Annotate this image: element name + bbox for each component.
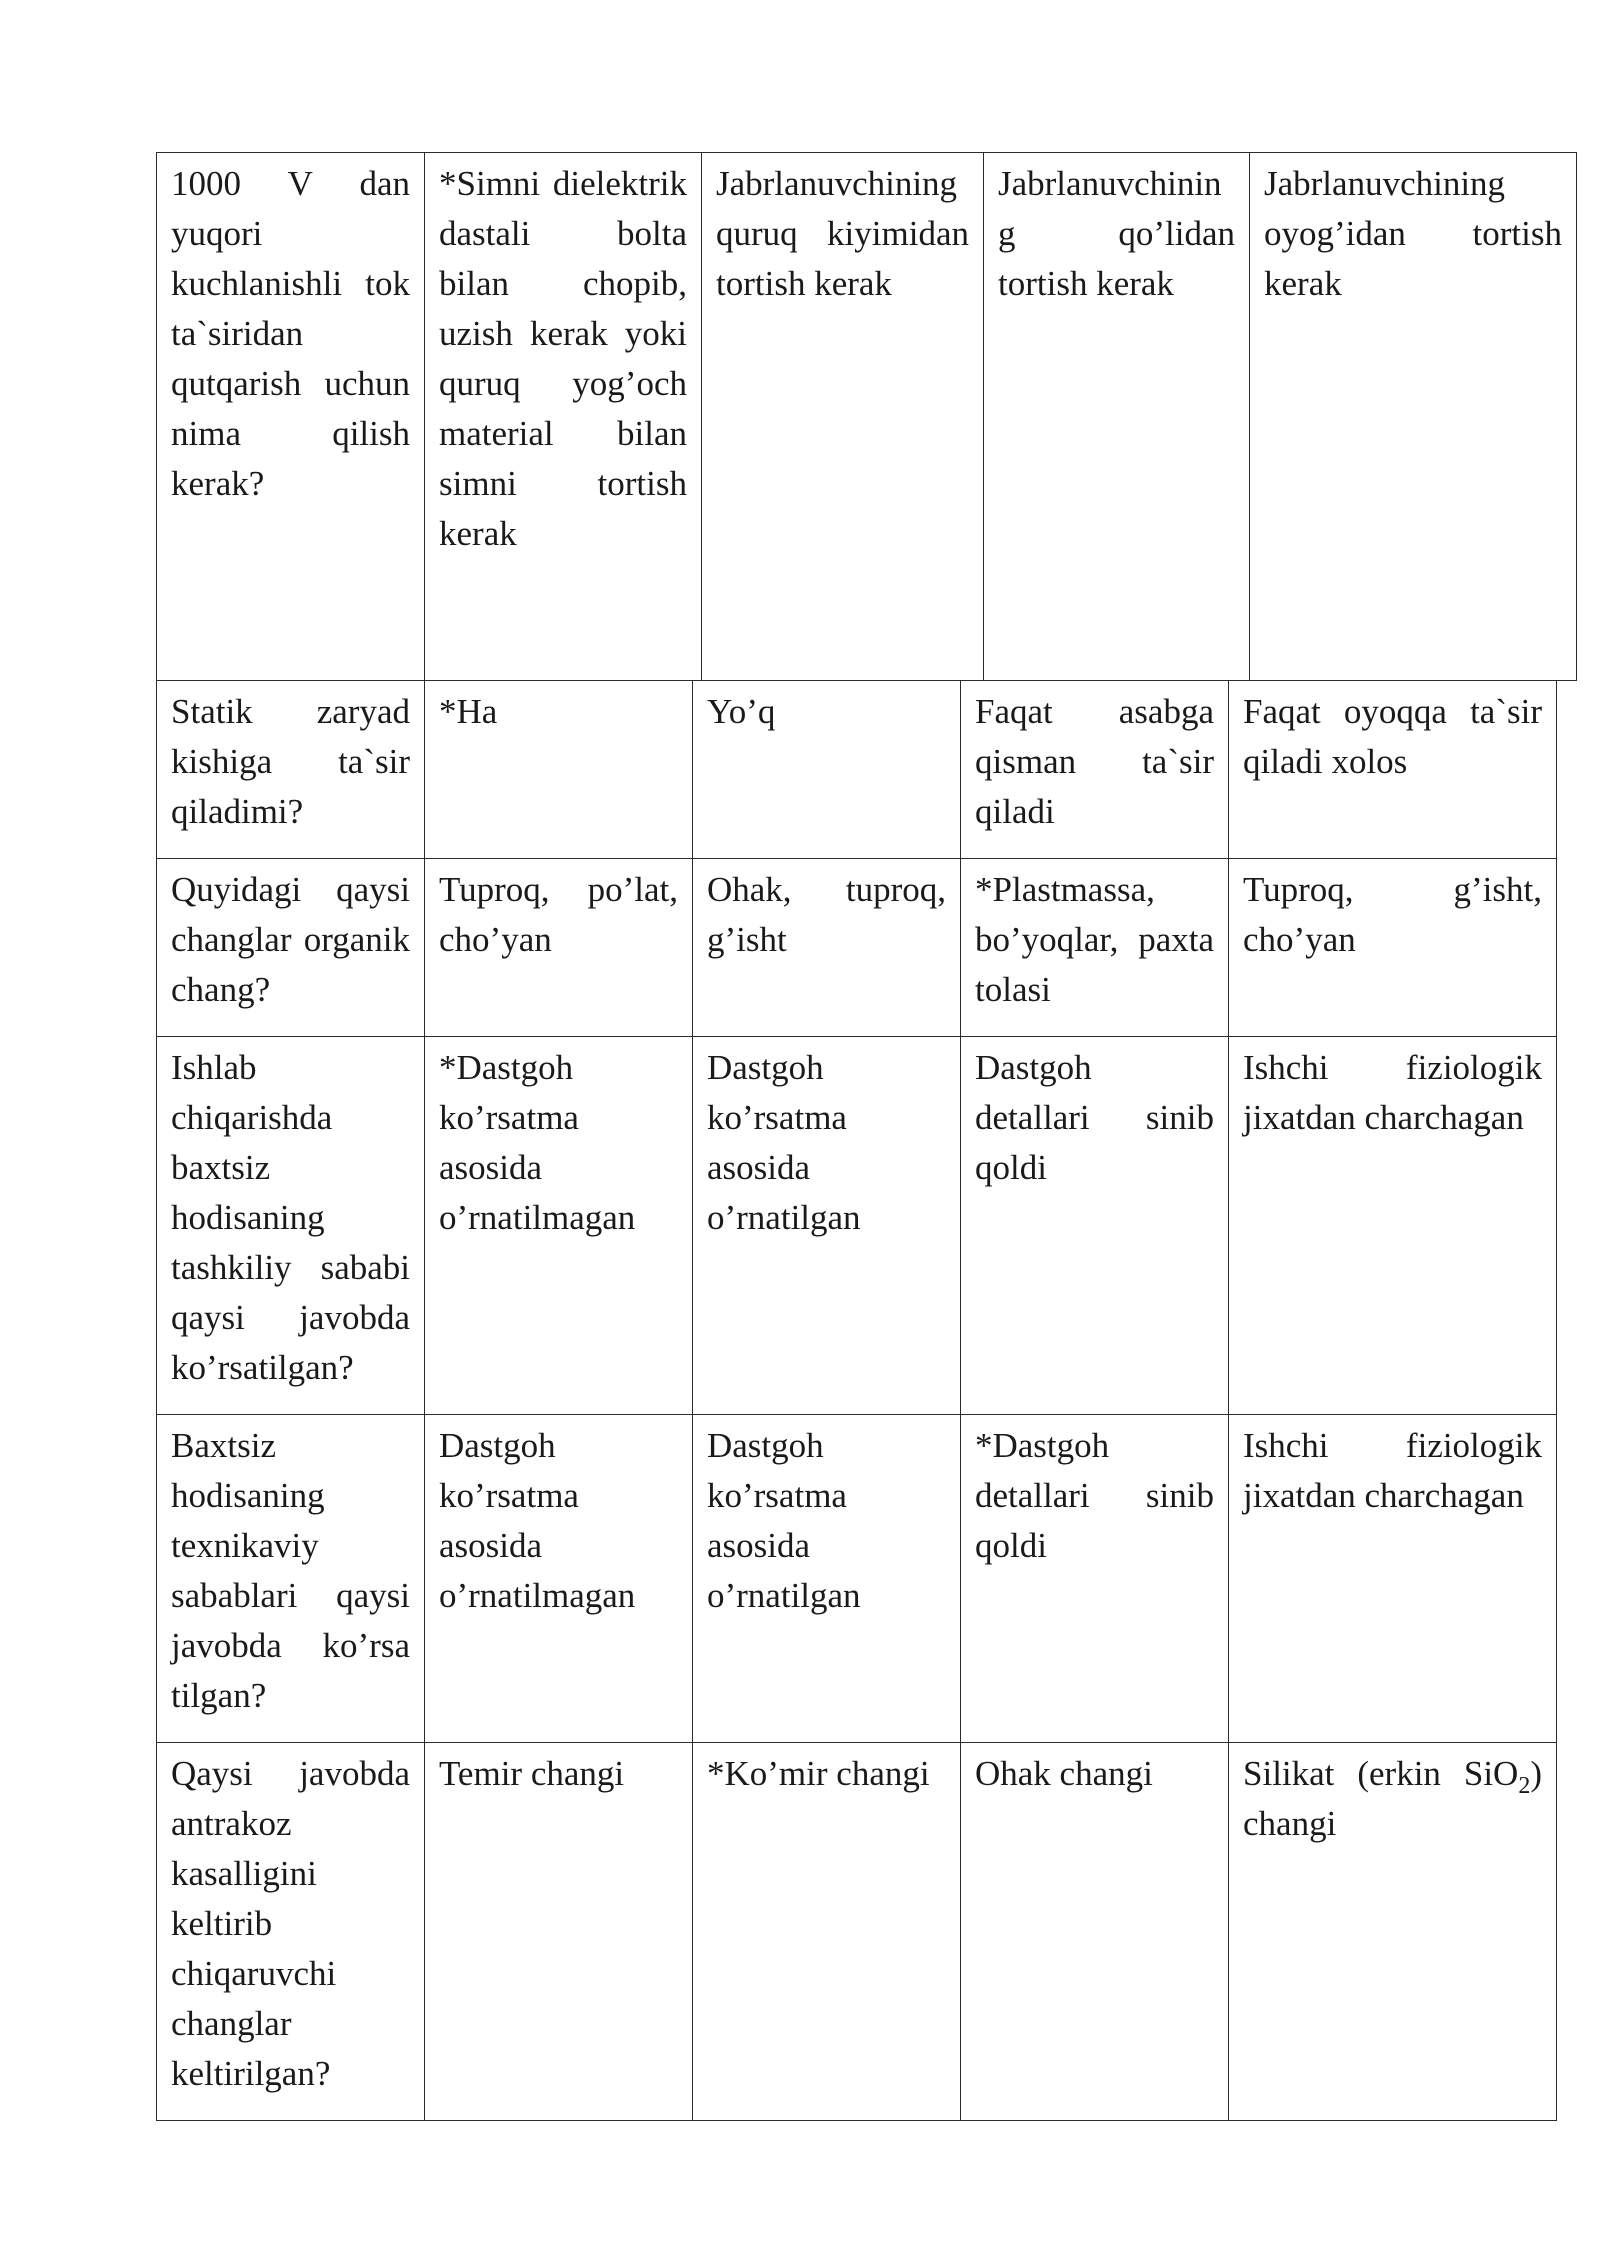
- answer-cell: Tuproq, po’lat, cho’yan: [425, 859, 693, 1037]
- subscript: 2: [1518, 1773, 1531, 1799]
- answer-cell: Temir changi: [425, 1743, 693, 2121]
- answer-cell: [1229, 1743, 1557, 2121]
- answer-cell: Jabrlanuvchining oyog’idan tortish kerak: [1250, 153, 1577, 681]
- answer-cell: Faqat oyoqqa ta`sir qiladi xolos: [1229, 681, 1557, 859]
- answer-cell: Tuproq, g’isht, cho’yan: [1229, 859, 1557, 1037]
- answer-cell: Ohak, tuproq, g’isht: [693, 859, 961, 1037]
- answer-cell: *Ha: [425, 681, 693, 859]
- answer-cell: Ohak changi: [961, 1743, 1229, 2121]
- answer-cell: Ishchi fiziologik jixatdan charchagan: [1229, 1037, 1557, 1415]
- table-row: [157, 153, 1577, 681]
- answer-cell: *Simni dielektrik dastali bolta bilan chopib, uzish kerak yoki quruq yog’och material bilan simni tortish kerak: [425, 153, 702, 681]
- answer-cell: *Dastgoh detallari sinib qoldi: [961, 1415, 1229, 1743]
- answer-cell: Dastgoh ko’rsatma asosida o’rnatilgan: [693, 1415, 961, 1743]
- table-row: [157, 1037, 1557, 1415]
- table-row: [157, 681, 1557, 859]
- question-cell: 1000 V dan yuqori kuchlanishli tok ta`siridan qutqarish uchun nima qilish kerak?: [157, 153, 425, 681]
- answer-cell: Dastgoh ko’rsatma asosida o’rnatilgan: [693, 1037, 961, 1415]
- question-cell: Qaysi javobda antrakoz kasalligini keltirib chiqaruvchi changlar keltirilgan?: [157, 1743, 425, 2121]
- question-cell: Statik zaryad kishiga ta`sir qiladimi?: [157, 681, 425, 859]
- answer-cell: Yo’q: [693, 681, 961, 859]
- question-cell: Quyidagi qaysi changlar organik chang?: [157, 859, 425, 1037]
- answer-text-suffix: ) changi: [1243, 1754, 1542, 1843]
- question-table-1: [156, 152, 1577, 681]
- answer-cell: *Ko’mir changi: [693, 1743, 961, 2121]
- answer-cell: Jabrlanuvchining quruq kiyimidan tortish kerak: [702, 153, 984, 681]
- answer-cell: *Plastmassa, bo’yoqlar, paxta tolasi: [961, 859, 1229, 1037]
- table-row: [157, 1415, 1557, 1743]
- answer-cell: Ishchi fiziologik jixatdan charchagan: [1229, 1415, 1557, 1743]
- question-cell: Baxtsiz hodisaning texnikaviy sabablari qaysi javobda ko’rsa tilgan?: [157, 1415, 425, 1743]
- answer-text: Silikat (erkin SiO: [1243, 1754, 1519, 1793]
- answer-cell: Dastgoh ko’rsatma asosida o’rnatilmagan: [425, 1415, 693, 1743]
- question-table-2: [156, 680, 1557, 2121]
- table-row: [157, 1743, 1557, 2121]
- answer-cell: Dastgoh detallari sinib qoldi: [961, 1037, 1229, 1415]
- answer-cell: *Dastgoh ko’rsatma asosida o’rnatilmagan: [425, 1037, 693, 1415]
- answer-cell: Faqat asabga qisman ta`sir qiladi: [961, 681, 1229, 859]
- table-row: [157, 859, 1557, 1037]
- question-cell: Ishlab chiqarishda baxtsiz hodisaning tashkiliy sababi qaysi javobda ko’rsatilgan?: [157, 1037, 425, 1415]
- answer-cell: Jabrlanuvchining qo’lidan tortish kerak: [984, 153, 1250, 681]
